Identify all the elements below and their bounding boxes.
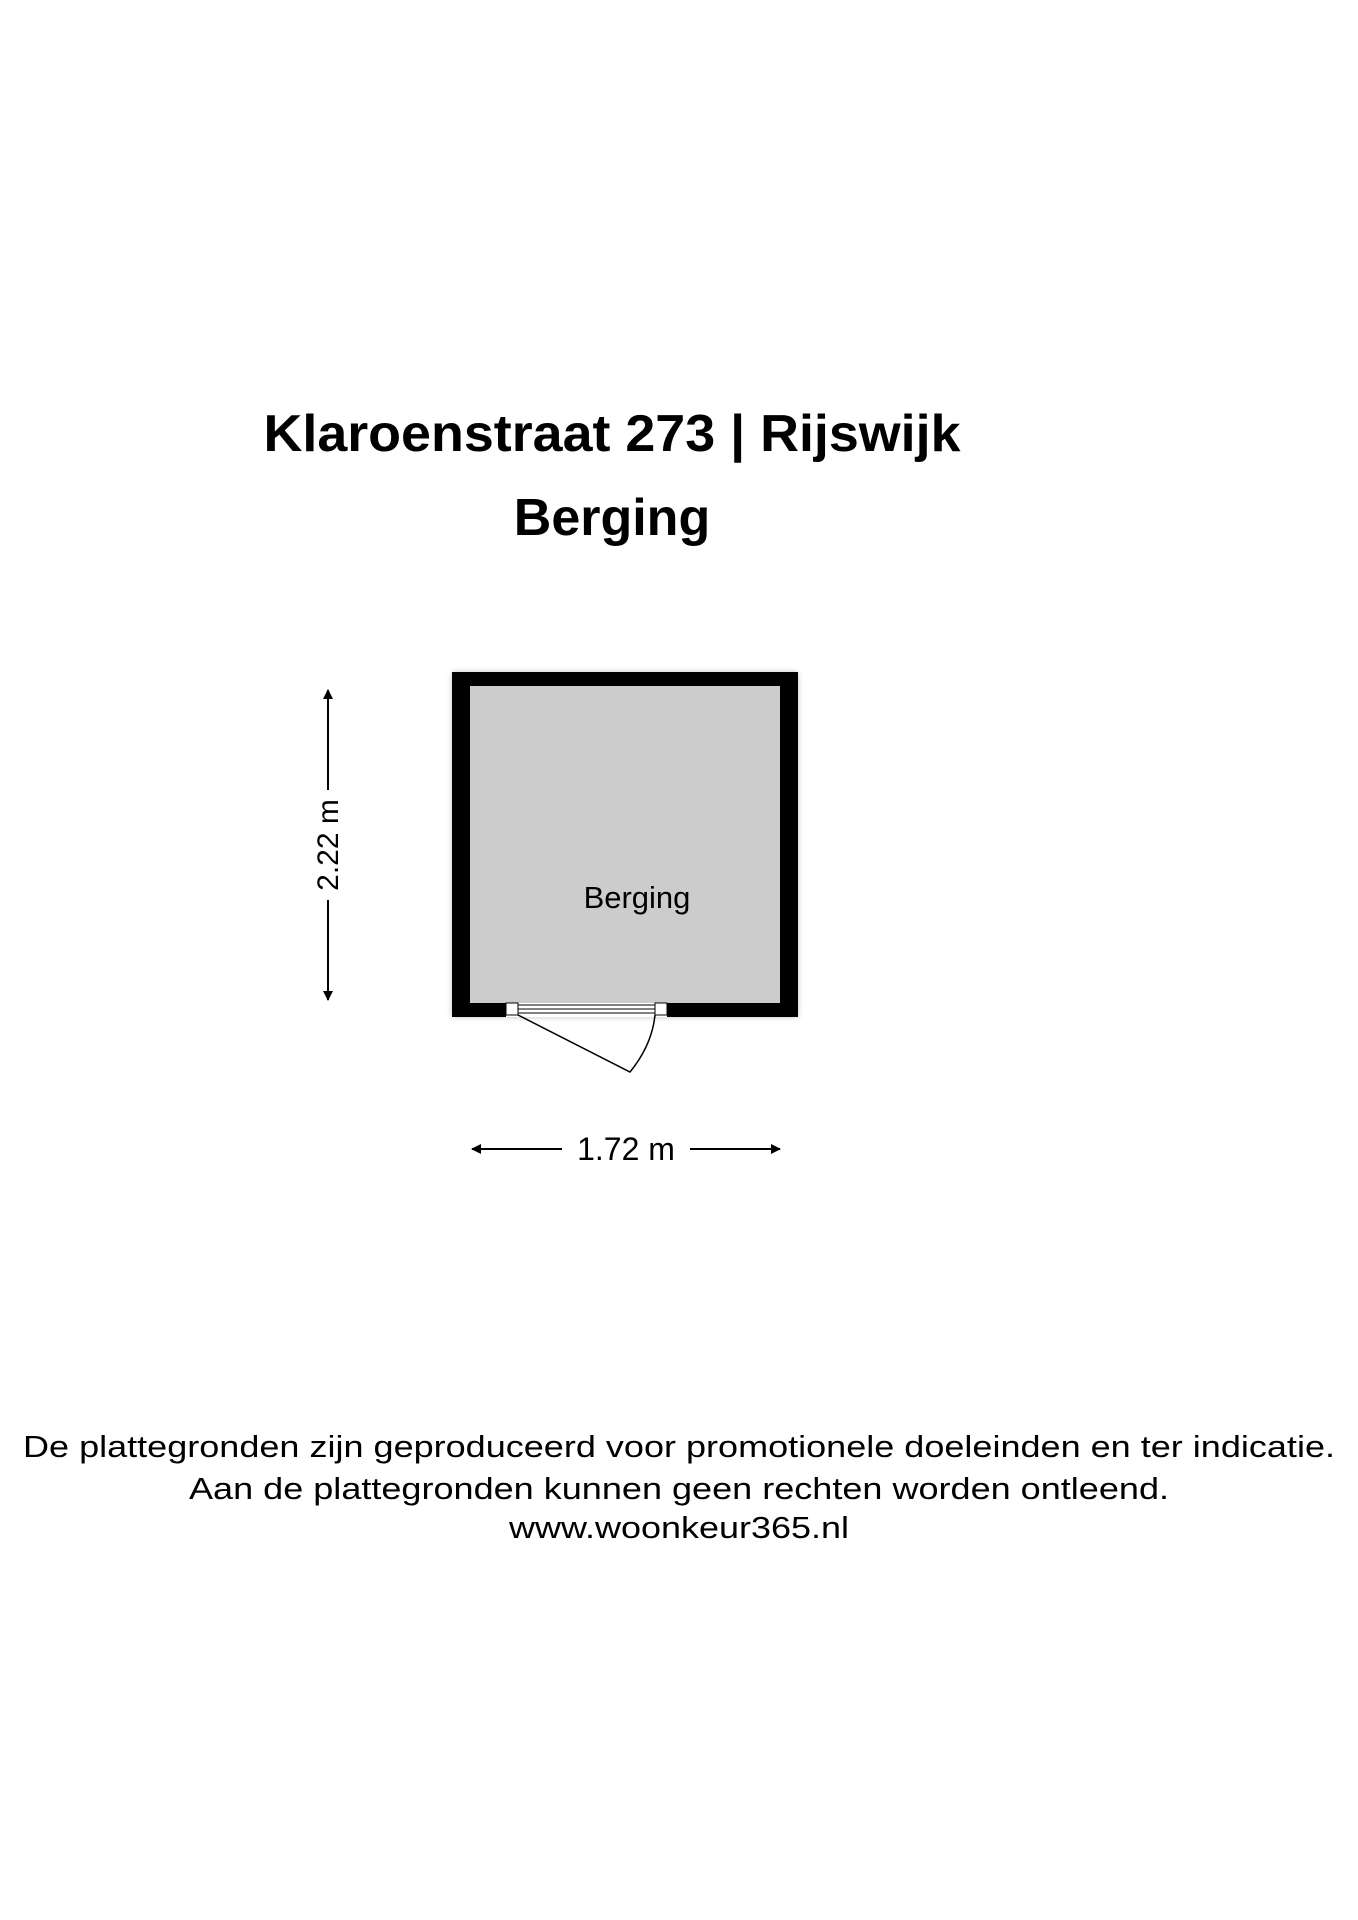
height-dimension [312, 690, 345, 1000]
room-floor [470, 686, 780, 1003]
disclaimer-line-2: Aan de plattegronden kunnen geen rechten worden ontleend. [189, 1471, 1169, 1506]
height-label: 2.22 m [312, 799, 345, 891]
page-subtitle: Berging [513, 489, 711, 547]
width-label: 1.72 m [577, 1131, 675, 1167]
disclaimer-line-1: De plattegronden zijn geproduceerd voor promotionele doeleinden en ter indicatie. [23, 1429, 1335, 1464]
width-dimension [472, 1131, 780, 1167]
room-berging [452, 672, 798, 1072]
page-title: Klaroenstraat 273 | Rijswijk [263, 405, 961, 463]
door-swing-icon [518, 1015, 655, 1072]
room-label: Berging [583, 880, 691, 915]
website-link[interactable]: www.woonkeur365.nl [507, 1510, 849, 1545]
